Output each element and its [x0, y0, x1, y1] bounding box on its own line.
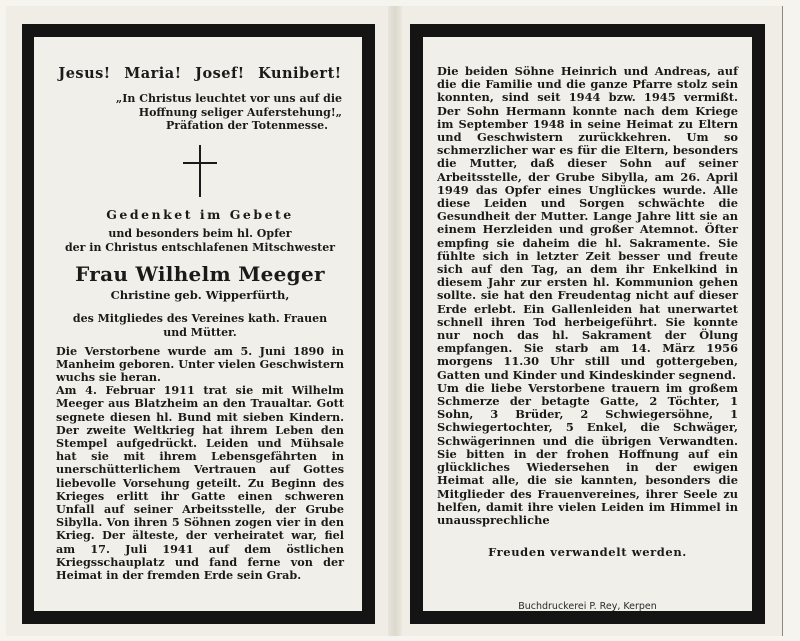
quote-line: „In Christus leuchtet vor uns auf die: [115, 92, 342, 105]
quote-line: Hoffnung seliger Auferstehung!„: [138, 105, 342, 119]
cross-icon: [181, 145, 219, 197]
subheading-line: der in Christus entschlafenen Mitschwester: [64, 240, 336, 254]
quote-source: Präfation der Totenmesse.: [166, 119, 328, 132]
right-page-frame: [410, 24, 765, 624]
subheading: [56, 227, 344, 255]
deceased-name: Frau Wilhelm Meeger: [75, 261, 325, 286]
printer-imprint: Buchdruckerei P. Rey, Kerpen: [518, 601, 657, 612]
paragraph: Die beiden Söhne Heinrich und Andreas, auf die die Familie und die ganze Pfarre stolz sein konnten, sind seit 1944 bzw. 1945 vermißt. Der Sohn Hermann konnte nach dem Kriege im September 1948 in seine Heimat zu Eltern und Geschwistern zurückkehren. Um so schmerzlicher war es für die Eltern, besonders die Mutter, daß dieser Sohn auf seiner Arbeitsstelle, der Grube Sibylla, am 26. April 1949 das Opfer eines Unglückes wurde. Alle diese Leiden und Sorgen schwächte die Gesundheit der Mutter. Lange Jahre litt sie an einem Herzleiden und großer Atemnot. Öfter empfing sie daheim die hl. Sakramente. Sie fühlte sich in letzter Zeit besser und freute sich auf den Tag, an dem ihr Enkelkind in diesem Jahr zur ersten hl. Kommunion gehen sollte. sie hat den Freudentag nicht auf dieser Erde erlebt. Ein Gallenleiden hat unerwartet schnell ihren Tod herbeigeführt. Sie konnte nur noch das hl. Sakrament der Ölung empfangen. Sie starb am 14. März 1956 morgens 11.30 Uhr still und gottergeben, Gatten und Kinder und Kindeskinder segnend.: [437, 64, 738, 382]
biography: [56, 345, 344, 583]
biography-continued: [437, 65, 738, 527]
subheading-line: und besonders beim hl. Opfer: [108, 226, 292, 240]
paragraph: Um die liebe Verstorbene trauern im großem Schmerze der betagte Gatte, 2 Töchter, 1 Sohn, 3 Brüder, 2 Schwiegersöhne, 1 Schwiegertochter, 5 Enkel, die Schwäger, Schwägerinnen und die übrigen Verwandten. Sie bitten in der frohen Hoffnung auf ein glückliches Wiedersehen in der ewigen Heimat alle, die sie kannten, besonders die Mitglieder des Frauenvereines, ihrer Seele zu helfen, damit ihre vielen Leiden im Himmel in unaussprechliche: [437, 380, 738, 527]
paragraph: Am 4. Februar 1911 trat sie mit Wilhelm Meeger aus Blatzheim an den Traualtar. Gott segnete diesen hl. Bund mit sieben Kindern. Der zweite Weltkrieg hat ihrem Leben den Stempel aufgedrückt. Leiden und Mühsale hat sie mit ihrem Lebensgefährten in unerschütterlichem Vertrauen auf Gottes liebevolle Vorsehung geteilt. Zu Beginn des Krieges erlitt ihr Gatte einen schweren Unfall auf seiner Arbeitsstelle, der Grube Sibylla. Von ihren 5 Söhnen zogen vier in den Krieg. Der älteste, der verheiratet war, fiel am 17. Juli 1941 auf dem östlichen Kriegsschauplatz und fand ferne von der Heimat in der fremden Erde sein Grab.: [56, 383, 344, 582]
right-page: [423, 37, 752, 611]
heading: Gedenket im Gebete: [106, 206, 294, 222]
left-page: [34, 37, 362, 611]
membership-line: des Mitgliedes des Vereines kath. Frauen: [72, 311, 328, 325]
invocation: Jesus! Maria! Josef! Kunibert!: [58, 65, 342, 82]
center-fold: [388, 6, 402, 636]
scripture-quote: [56, 92, 344, 133]
membership-line: und Mütter.: [163, 325, 237, 339]
left-page-frame: [22, 24, 375, 624]
maiden-name: Christine geb. Wipperfürth,: [110, 287, 290, 302]
closing-line: Freuden verwandelt werden.: [488, 545, 687, 560]
membership: [56, 312, 344, 340]
paragraph: Die Verstorbene wurde am 5. Juni 1890 in Manheim geboren. Unter vielen Geschwistern wuchs sie heran.: [56, 343, 344, 384]
